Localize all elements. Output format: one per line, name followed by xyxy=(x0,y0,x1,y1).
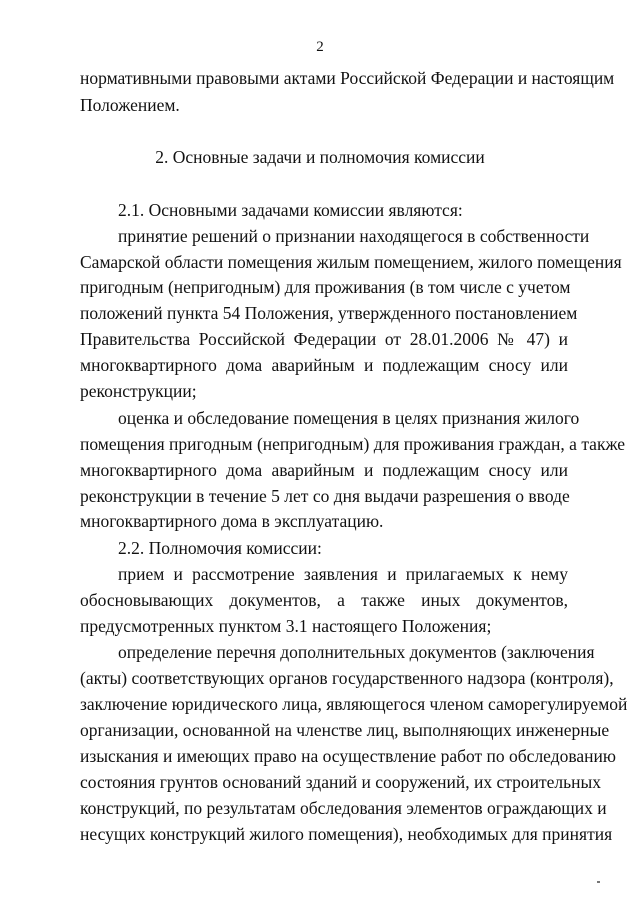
text-line: предусмотренных пунктом 3.1 настоящего Положения; xyxy=(80,616,492,636)
text-line: оценка и обследование помещения в целях признания жилого xyxy=(118,408,580,428)
scan-speck xyxy=(597,881,600,883)
text-line: многоквартирного дома аварийным и подлежащим сносу или xyxy=(80,355,568,375)
text-line: определение перечня дополнительных документов (заключения xyxy=(118,642,595,662)
text-line: принятие решений о признании находящегося в собственности xyxy=(118,226,590,246)
text-line: помещения пригодным (непригодным) для проживания граждан, а также xyxy=(80,434,626,454)
text-line: (акты) соответствующих органов государственного надзора (контроля), xyxy=(80,668,614,688)
text-line: несущих конструкций жилого помещения), необходимых для принятия xyxy=(80,824,613,844)
text-line: реконструкции; xyxy=(80,381,197,401)
text-line: конструкций, по результатам обследования элементов ограждающих и xyxy=(80,798,607,818)
text-line: нормативными правовыми актами Российской Федерации и настоящим xyxy=(80,68,615,88)
text-line: прием и рассмотрение заявления и прилагаемых к нему xyxy=(118,564,568,584)
text-line: многоквартирного дома в эксплуатацию. xyxy=(80,511,384,531)
text-line: многоквартирного дома аварийным и подлежащим сносу или xyxy=(80,460,568,480)
text-line: организации, основанной на членстве лиц, выполняющих инженерные xyxy=(80,720,610,740)
text-line: состояния грунтов оснований зданий и сооружений, их строительных xyxy=(80,772,601,792)
text-line: Положением. xyxy=(80,95,180,115)
text-line: пригодным (непригодным) для проживания (в том числе с учетом xyxy=(80,277,571,297)
text-line: обосновывающих документов, а также иных документов, xyxy=(80,590,568,610)
text-line: изыскания и имеющих право на осуществление работ по обследованию xyxy=(80,746,616,766)
text-line: Правительства Российской Федерации от 28.01.2006 № 47) и xyxy=(80,329,568,349)
page-number: 2 xyxy=(316,39,324,55)
text-line: реконструкции в течение 5 лет со дня выдачи разрешения о вводе xyxy=(80,486,570,506)
text-line: Самарской области помещения жилым помещением, жилого помещения xyxy=(80,252,622,272)
subsection-title: 2.1. Основными задачами комиссии являются: xyxy=(118,200,463,220)
text-line: заключение юридического лица, являющегося членом саморегулируемой xyxy=(80,694,628,714)
text-line: положений пункта 54 Положения, утвержденного постановлением xyxy=(80,303,578,323)
section-heading: 2. Основные задачи и полномочия комиссии xyxy=(155,147,485,167)
subsection-title: 2.2. Полномочия комиссии: xyxy=(118,538,322,558)
